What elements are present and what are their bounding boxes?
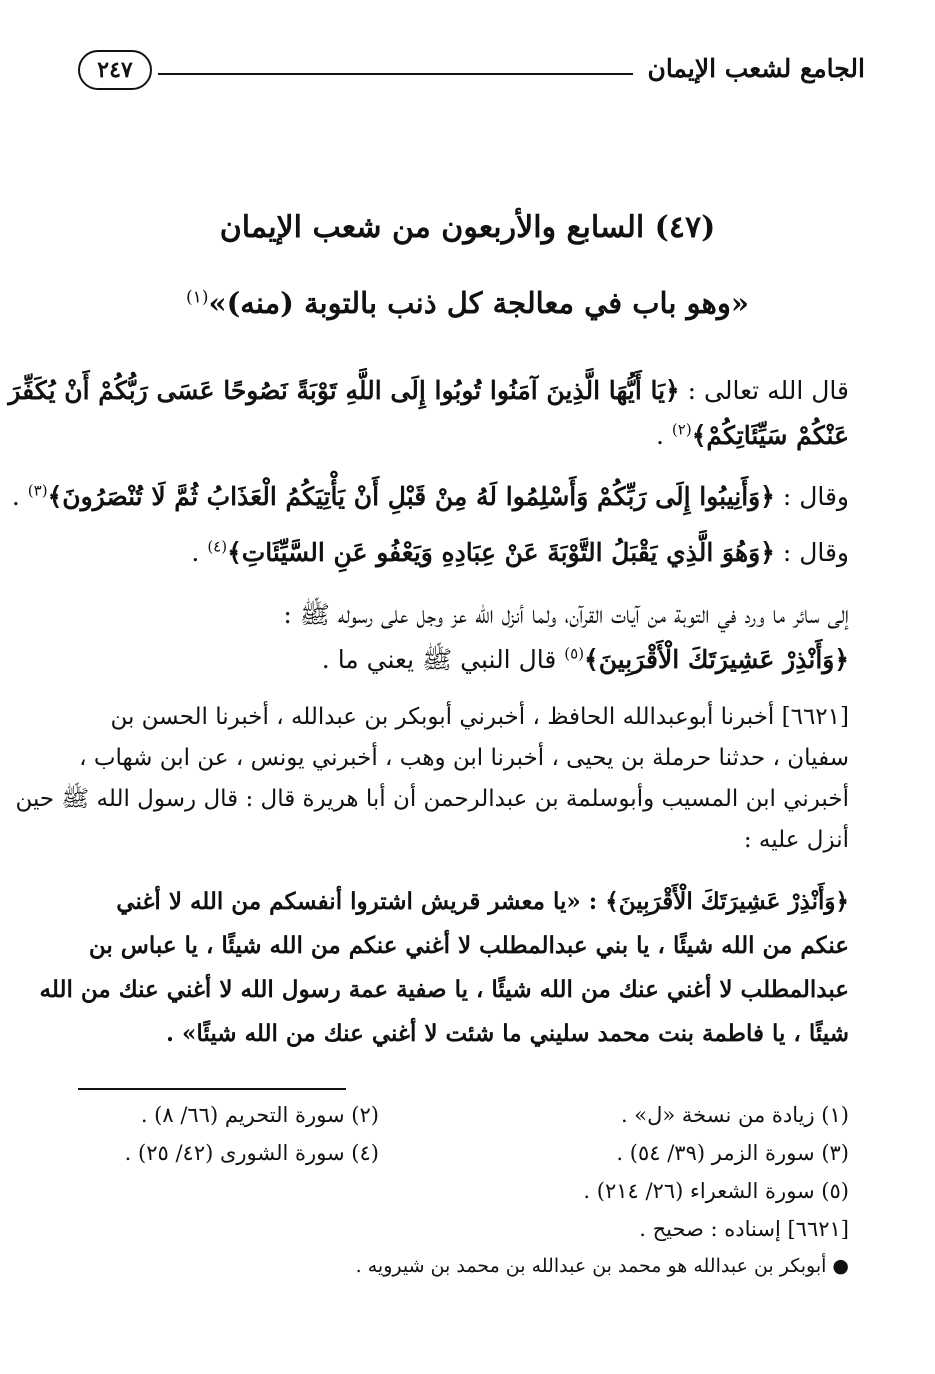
intro-line-2-rest: قال النبي ﷺ يعني ما . — [321, 645, 565, 674]
hadith-matn — [39, 880, 849, 1056]
running-header — [78, 40, 865, 100]
isnad-line-4: أنزل عليه : — [743, 827, 849, 853]
verse-3 — [76, 530, 849, 575]
footnote-row-3 — [80, 1179, 849, 1217]
footnote-separator — [78, 1088, 346, 1090]
footnote-3: (٣) سورة الزمر (٣٩/ ٥٤) . — [616, 1141, 849, 1165]
running-header-title: الجامع لشعب الإيمان — [647, 54, 865, 83]
footnote-ref-4: (٤) — [207, 537, 228, 556]
matn-line-4: شيئًا ، يا فاطمة بنت محمد سليني ما شئت لا أغني عنك من الله شيئًا» . — [166, 1020, 849, 1047]
page-number-badge — [78, 50, 152, 90]
hadith-isnad — [15, 697, 849, 861]
verse-1-quote-b: عَنْكُمْ سَيِّئَاتِكُمْ﴾ — [691, 421, 849, 450]
verse-2-end: . — [11, 482, 28, 511]
isnad-line-3: أخبرني ابن المسيب وأبوسلمة بن عبدالرحمن أن أبا هريرة قال : قال رسول الله ﷺ حين — [15, 786, 849, 812]
chapter-subtitle-text: «وهو باب في معالجة كل ذنب بالتوبة (منه)» — [208, 286, 749, 320]
matn-line-3: عبدالمطلب لا أغني عنك من الله شيئًا ، يا صفية عمة رسول الله لا أغني عنك من الله — [39, 976, 849, 1003]
matn-line-2: عنكم من الله شيئًا ، يا بني عبدالمطلب لا أغني عنكم من الله شيئًا ، يا عباس بن — [88, 932, 849, 959]
footnote-bullet-note: ● أبوبكر بن عبدالله هو محمد بن عبدالله بن محمد بن شيرويه . — [355, 1255, 849, 1277]
verse-1-quote-a: ﴿يَا أَيُّهَا الَّذِينَ آمَنُوا تُوبُوا إِلَى اللَّهِ تَوْبَةً نَصُوحًا عَسَى رَبُّكُمْ أَنْ يُكَفِّرَ — [8, 376, 680, 405]
header-rule — [158, 73, 633, 75]
footnotes — [80, 1103, 849, 1277]
page-number: ٢٤٧ — [97, 57, 133, 83]
verse-3-quote: ﴿وَهُوَ الَّذِي يَقْبَلُ التَّوْبَةَ عَنْ عِبَادِهِ وَيَعْفُو عَنِ السَّيِّئَاتِ﴾ — [227, 538, 775, 567]
verse-2-quote: ﴿وَأَنِيبُوا إِلَى رَبِّكُمْ وَأَسْلِمُوا لَهُ مِنْ قَبْلِ أَنْ يَأْتِيَكُمُ الْعَذَابُ ثُمَّ لَا تُنْصَرُونَ﴾ — [47, 482, 775, 511]
footnote-row-4 — [80, 1217, 849, 1255]
verse-1-intro: قال الله تعالى : — [679, 376, 849, 405]
footnote-row-1 — [80, 1103, 849, 1141]
intro-line-2 — [76, 637, 849, 682]
isnad-line-2: سفيان ، حدثنا حرملة بن يحيى ، أخبرنا ابن وهب ، أخبرني يونس ، عن ابن شهاب ، — [79, 745, 849, 771]
footnote-2: (٢) سورة التحريم (٦٦/ ٨) . — [140, 1103, 379, 1127]
verse-2 — [11, 474, 849, 519]
verse-1 — [8, 368, 849, 458]
intro-verse: ﴿وَأَنْذِرْ عَشِيرَتَكَ الْأَقْرَبِينَ﴾ — [584, 645, 849, 674]
matn-verse: ﴿وَأَنْذِرْ عَشِيرَتَكَ الْأَقْرَبِينَ﴾ — [605, 888, 849, 915]
verse-1-end: . — [656, 421, 672, 450]
chapter-title: (٤٧) السابع والأربعون من شعب الإيمان — [219, 210, 716, 245]
footnote-ref-1: (١) — [186, 287, 209, 308]
verse-3-end: . — [191, 538, 208, 567]
footnote-ref-2: (٢) — [671, 420, 692, 439]
isnad-grading: [٦٦٢١] إسناده : صحيح . — [639, 1217, 849, 1241]
footnote-4: (٤) سورة الشورى (٤٢/ ٢٥) . — [124, 1141, 379, 1165]
chapter-subtitle — [0, 286, 935, 320]
verse-1-line-2 — [76, 413, 849, 458]
verse-1-line-1 — [8, 368, 849, 413]
footnote-5: (٥) سورة الشعراء (٢٦/ ٢١٤) . — [583, 1179, 849, 1203]
intro-line-1: إلى سائر ما ورد في التوبة من آيات القرآن، ولما أنزل الله عز وجل على رسوله ﷺ : — [283, 600, 849, 629]
footnote-ref-3: (٣) — [27, 481, 48, 500]
matn-line-1 — [76, 880, 849, 924]
intro-paragraph — [76, 592, 849, 682]
footnote-row-2 — [80, 1141, 849, 1179]
footnote-ref-5: (٥) — [564, 644, 585, 663]
verse-3-intro: وقال : — [774, 538, 849, 567]
footnote-1: (١) زيادة من نسخة «ل» . — [620, 1103, 849, 1127]
verse-2-intro: وقال : — [774, 482, 849, 511]
isnad-line-1: [٦٦٢١] أخبرنا أبوعبدالله الحافظ ، أخبرني أبوبكر بن عبدالله ، أخبرنا الحسن بن — [110, 704, 849, 730]
matn-line-1-rest: : «يا معشر قريش اشتروا أنفسكم من الله لا أغني — [116, 888, 606, 915]
